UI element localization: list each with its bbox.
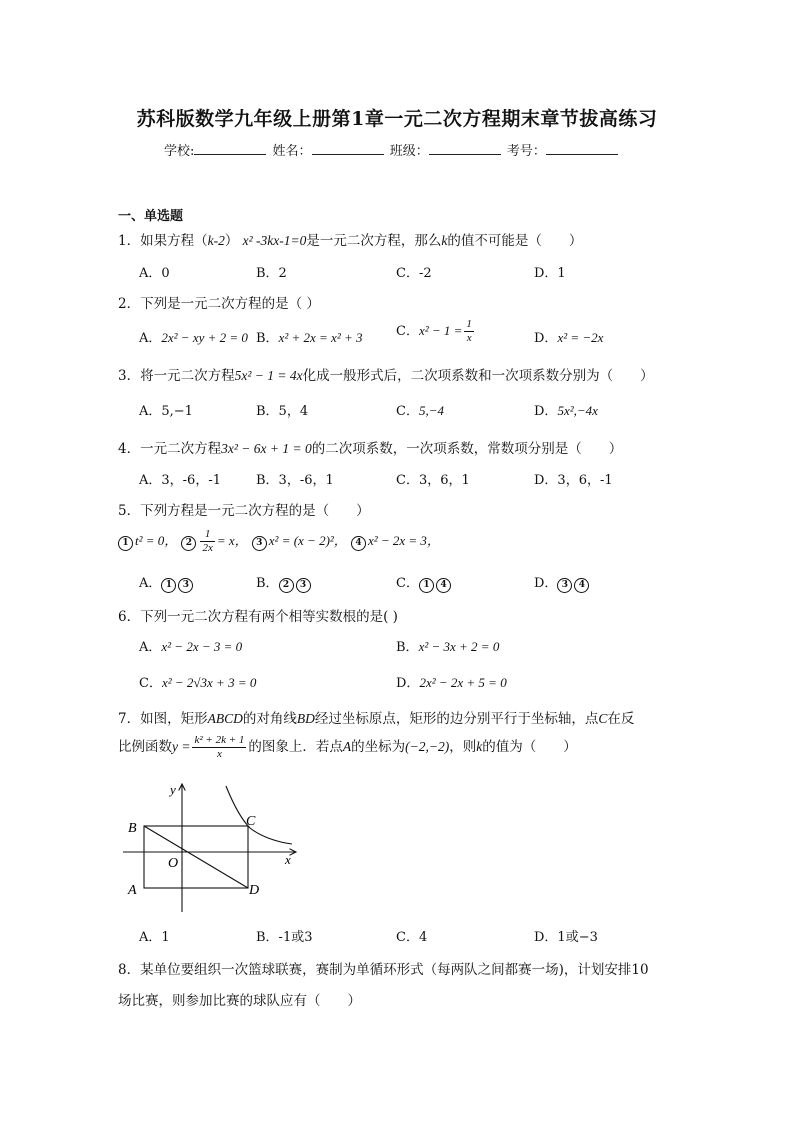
q2-c-denominator: x [466,332,472,344]
class-blank[interactable] [429,142,501,155]
question-8-line-2: 场比赛，则参加比赛的球队应有（ ） [118,993,361,1009]
question-1-stem [118,229,582,249]
q5-item-4: x² − 2x = 3， [367,533,440,548]
q2-option-a[interactable] [139,327,248,346]
question-7-line-2 [118,734,577,761]
q7-point-c: C [598,711,608,726]
q2-c-equation: x² − 1 = [418,323,463,338]
q2-option-c[interactable] [396,318,476,345]
q5-item-2-post: = x， [216,533,248,548]
school-label: 学校: [164,144,195,159]
q1-text-mid: ） [224,233,239,249]
student-info-line [164,140,620,159]
q5-item-3-mark: 3 [252,536,267,551]
q3-option-c[interactable] [396,400,444,419]
q7-option-d[interactable]: D．1或−3 [534,930,598,945]
q5-i2-numerator: 1 [200,528,214,542]
q5-c-label: C． [396,576,419,591]
q1-option-d[interactable]: D．1 [534,266,566,281]
q3-equation: 5x² − 1 = 4x [234,368,303,383]
q4-option-c[interactable]: C．3，6，1 [396,473,470,488]
q2-d-label: D． [534,331,558,346]
q7-coordinate-figure [118,778,308,918]
q7-function-fraction [192,734,246,761]
q3-c-label: C． [396,404,419,419]
q7-text-4: 在反 [607,711,635,727]
label-a: A [128,883,137,898]
q5-item-1-mark: 1 [118,536,133,551]
q7-coordinate: (−2,−2) [405,739,450,754]
q3-option-d[interactable] [534,400,598,419]
q5-i2-denominator: 2x [202,542,213,554]
q4-text: 4．一元二次方程 [118,441,222,457]
q2-a-equation: 2x² − xy + 2 = 0 [161,330,248,345]
q5-a-mark-1: 1 [161,578,176,593]
q4-option-d[interactable]: D．3，6，-1 [534,473,613,488]
q1-text-post: 是一元二次方程，那么 [306,233,442,249]
q5-option-d[interactable] [534,572,591,593]
question-2-stem: 2．下列是一元二次方程的是（ ） [118,296,320,312]
q7-abcd: ABCD [207,711,243,726]
q6-a-label: A． [139,640,162,655]
q7-denominator: x [217,748,222,760]
q7-option-c[interactable]: C．4 [396,930,428,945]
label-o: O [168,856,179,871]
question-6-stem: 6．下列一元二次方程有两个相等实数根的是( ) [118,609,398,625]
label-b: B [128,821,137,836]
q5-item-2-fraction [200,528,214,555]
q7-text-3: 经过坐标原点，矩形的边分别平行于坐标轴，点 [314,711,599,727]
q3-text: 3．将一元二次方程 [118,368,235,384]
q7-text-9: 的值为（ ） [482,739,577,755]
q5-d-mark-1: 3 [557,578,572,593]
q5-b-mark-2: 3 [296,578,311,593]
q2-b-equation: x² + 2x = x² + 3 [278,330,363,345]
q7-point-a: A [342,739,352,754]
q6-option-d[interactable] [396,672,507,691]
q6-d-equation: 2x² − 2x + 5 = 0 [419,675,507,690]
q7-text-2: 的对角线 [242,711,297,727]
hyperbola-curve [226,786,292,844]
label-d: D [249,883,260,898]
q5-item-2-mark: 2 [181,536,196,551]
q5-item-4-mark: 4 [351,536,366,551]
question-3-stem [118,364,654,384]
q6-c-equation: x² − 2√3x + 3 = 0 [161,675,257,690]
q1-text: 1．如果方程（ [118,233,208,249]
exam-no-blank[interactable] [546,142,618,155]
q7-text-8: ，则 [449,739,477,755]
q5-option-a[interactable] [139,572,195,593]
q7-option-a[interactable]: A．1 [139,930,170,945]
q6-d-label: D． [396,676,420,691]
class-label: 班级： [389,144,429,159]
question-8-line-1: 8．某单位要组织一次篮球联赛，赛制为单循环形式（每两队之间都赛一场)，计划安排10 [118,962,649,978]
question-5-stem: 5．下列方程是一元二次方程的是（ ） [118,503,370,519]
q1-k-paren: k-2 [207,233,225,248]
exam-no-label: 考号： [506,144,546,159]
name-blank[interactable] [312,142,384,155]
q6-b-label: B． [396,640,419,655]
diagonal-bd [144,826,248,888]
q1-equation: x² -3kx-1=0 [242,233,307,248]
q5-item-3: x² = (x − 2)²， [268,533,347,548]
q5-a-label: A． [139,576,162,591]
q5-d-label: D． [534,576,558,591]
q2-d-equation: x² = −2x [557,330,604,345]
q6-option-a[interactable] [139,636,242,655]
q7-numerator: k² + 2k + 1 [194,734,245,746]
q2-c-fraction [464,318,474,345]
page-title: 苏科版数学九年级上册第1章一元二次方程期末章节拔高练习 [136,108,658,130]
q1-k: k [441,233,448,248]
q5-b-mark-1: 2 [279,578,294,593]
q7-k: k [476,739,483,754]
q2-a-label: A． [139,331,162,346]
q5-item-1: t² = 0， [135,533,178,548]
q3-d-label: D． [534,404,558,419]
q6-a-equation: x² − 2x − 3 = 0 [161,639,243,654]
q3-text-post: 化成一般形式后，二次项系数和一次项系数分别为（ ） [302,368,654,384]
q5-option-b[interactable] [256,572,313,593]
section-heading: 一、单选题 [118,209,184,224]
q5-items [118,528,440,555]
q4-equation: 3x² − 6x + 1 = 0 [221,441,312,456]
q7-text-1: 7．如图，矩形 [118,711,208,727]
question-7-line-1 [118,707,634,727]
q5-b-label: B． [256,576,279,591]
school-blank[interactable] [194,142,266,155]
q4-text-post: 的二次项系数，一次项系数，常数项分别是（ ） [311,441,623,457]
q1-option-c[interactable]: C．-2 [396,266,432,281]
q5-option-c[interactable] [396,572,453,593]
q7-text-5: 比例函数 [118,739,172,755]
q1-option-a[interactable]: A．0 [139,266,170,281]
question-4-stem [118,437,622,457]
q7-y-eq: y = [172,739,191,754]
label-y: y [170,782,176,797]
q5-c-mark-1: 1 [419,578,434,593]
q3-option-b[interactable]: B．5，4 [256,404,309,419]
q4-option-a[interactable]: A．3，-6，-1 [139,473,221,488]
q7-bd: BD [296,711,315,726]
q5-c-mark-2: 4 [436,578,451,593]
q6-c-label: C． [139,676,162,691]
q7-option-b[interactable]: B．-1或3 [256,930,313,945]
q3-option-a[interactable]: A．5,−1 [139,404,193,419]
q6-b-equation: x² − 3x + 2 = 0 [418,639,500,654]
q2-option-b[interactable] [256,327,363,346]
q2-b-label: B． [256,331,279,346]
q4-option-b[interactable]: B．3，-6，1 [256,473,334,488]
q1-option-b[interactable]: B．2 [256,266,287,281]
q2-option-d[interactable] [534,327,603,346]
name-label: 姓名： [272,144,312,159]
q7-text-7: 的坐标为 [351,739,406,755]
q6-option-c[interactable] [139,672,256,691]
q7-text-6: 的图象上．若点 [248,739,343,755]
q5-d-mark-2: 4 [574,578,589,593]
label-c: C [246,814,256,829]
q1-text-end: 的值不可能是（ ） [447,233,583,249]
q5-a-mark-2: 3 [178,578,193,593]
label-x: x [285,852,291,867]
q6-option-b[interactable] [396,636,499,655]
q2-c-numerator: 1 [466,318,472,330]
q3-c-value: 5,−4 [418,403,444,418]
q2-c-label: C． [396,324,419,339]
q3-d-value: 5x²,−4x [557,403,598,418]
